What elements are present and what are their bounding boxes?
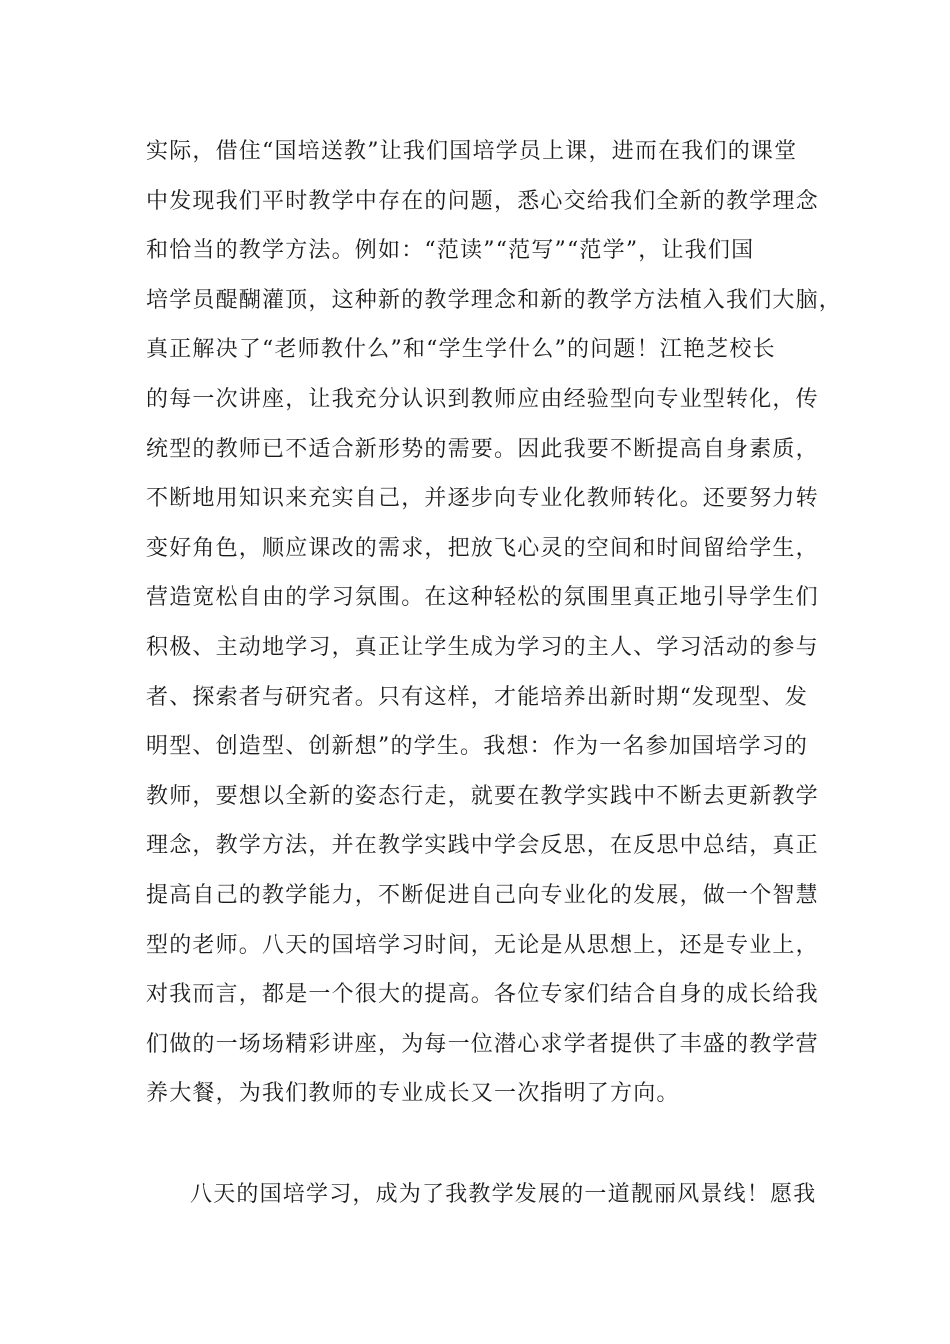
text-line: 们做的一场场精彩讲座，为每一位潜心求学者提供了丰盛的教学营 [146,1031,819,1057]
text-line: 对我而言，都是一个很大的提高。各位专家们结合自身的成长给我 [146,982,819,1008]
text-line: 变好角色，顺应课改的需求，把放飞心灵的空间和时间留给学生， [146,535,819,561]
text-line: 和恰当的教学方法。例如：“范读”“范写”“范学”，让我们国 [146,238,755,264]
text-line: 的每一次讲座，让我充分认识到教师应由经验型向专业型转化，传 [146,386,819,412]
text-line: 八天的国培学习，成为了我教学发展的一道靓丽风景线！愿我 [190,1182,817,1207]
body-paragraph [146,127,843,1119]
text-line: 中发现我们平时教学中存在的问题，悉心交给我们全新的教学理念 [146,188,819,214]
text-line: 理念，教学方法，并在教学实践中学会反思，在反思中总结，真正 [146,833,819,859]
text-line: 积极、主动地学习，真正让学生成为学习的主人、学习活动的参与 [146,634,819,660]
text-line: 者、探索者与研究者。只有这样，才能培养出新时期“发现型、发 [146,684,809,710]
text-line: 明型、创造型、创新想”的学生。我想：作为一名参加国培学习的 [146,734,809,760]
text-line: 教师，要想以全新的姿态行走，就要在教学实践中不断去更新教学 [146,783,819,809]
text-line: 不断地用知识来充实自己，并逐步向专业化教师转化。还要努力转 [146,486,819,512]
text-line: 培学员醍醐灌顶，这种新的教学理念和新的教学方法植入我们大脑， [146,287,843,313]
text-line: 提高自己的教学能力，不断促进自己向专业化的发展，做一个智慧 [146,882,819,908]
text-line: 型的老师。八天的国培学习时间，无论是从思想上，还是专业上， [146,932,819,958]
text-line: 统型的教师已不适合新形势的需要。因此我要不断提高自身素质， [146,436,819,462]
text-line: 养大餐，为我们教师的专业成长又一次指明了方向。 [146,1081,680,1107]
text-line: 真正解决了“老师教什么”和“学生学什么”的问题！江艳芝校长 [146,337,776,363]
body-paragraph [146,1170,826,1220]
text-line: 实际，借住“国培送教”让我们国培学员上课，进而在我们的课堂 [146,139,798,164]
text-line: 营造宽松自由的学习氛围。在这种轻松的氛围里真正地引导学生们 [146,585,819,611]
